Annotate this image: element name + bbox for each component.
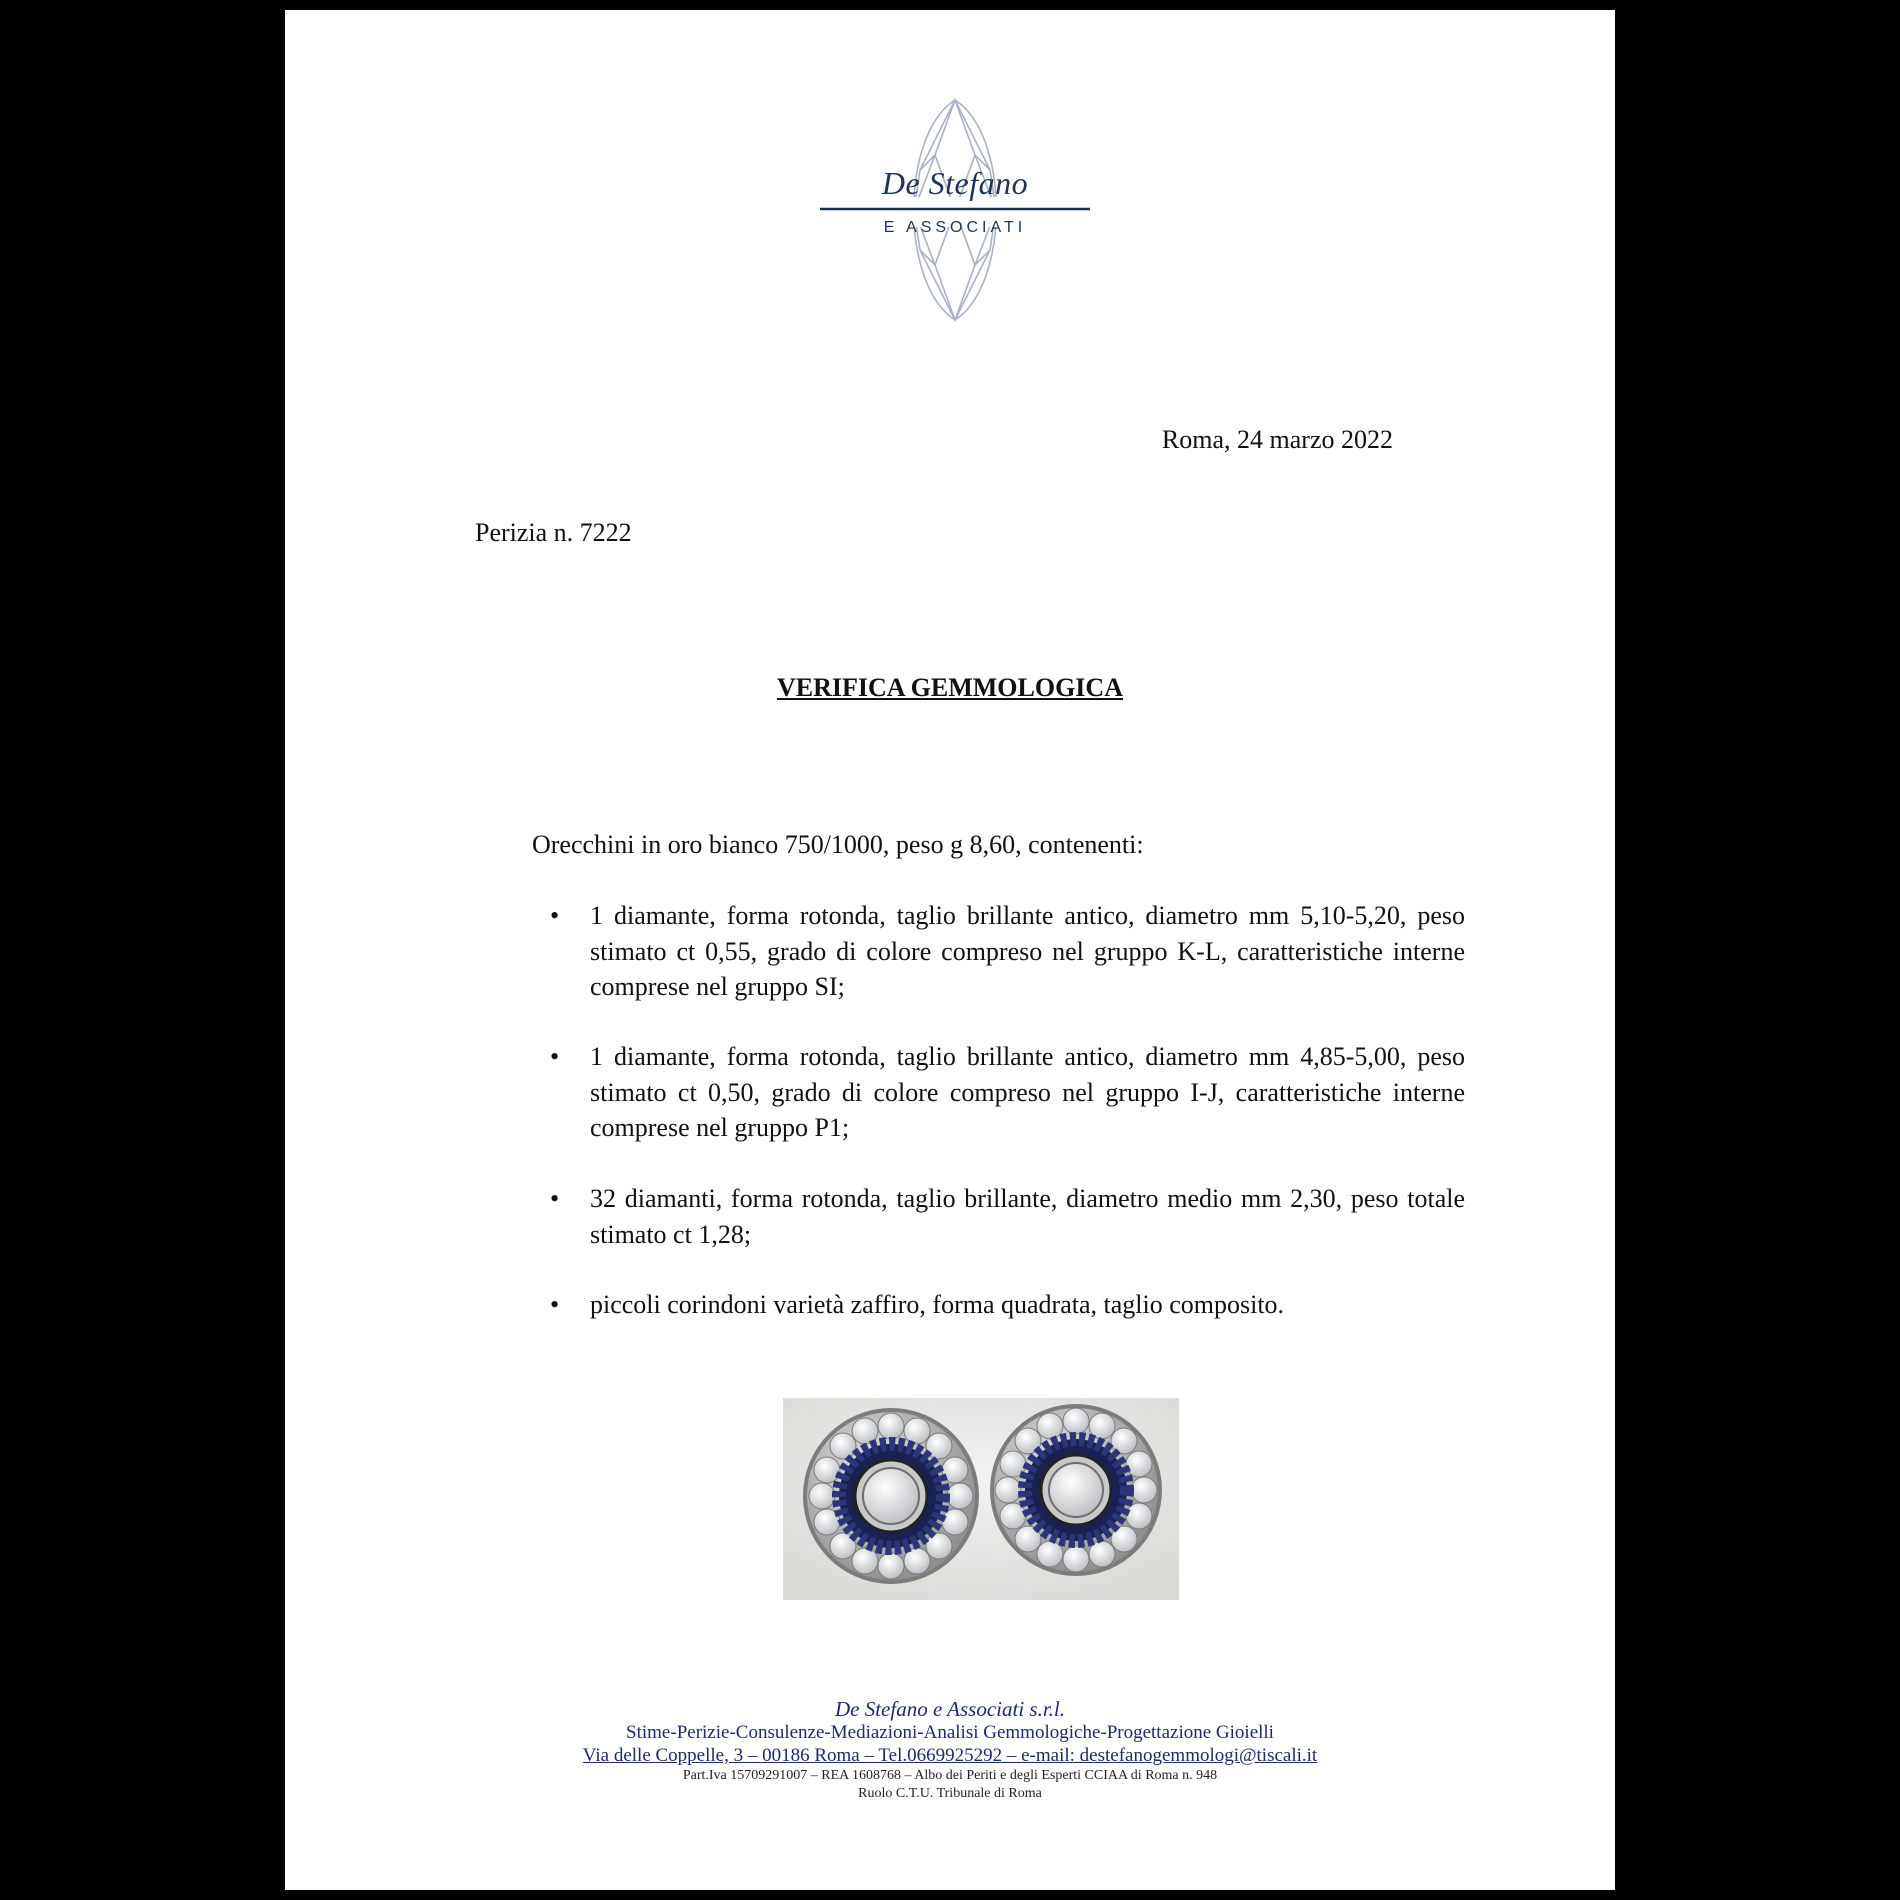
footer-ruolo: Ruolo C.T.U. Tribunale di Roma [858, 1786, 1042, 1801]
document-page [285, 10, 1615, 1890]
bullet-icon: • [550, 1290, 560, 1319]
right-earring [990, 1404, 1162, 1576]
footer-services: Stime-Perizie-Consulenze-Mediazioni-Analisi Gemmologiche-Progettazione Gioielli [626, 1722, 1274, 1743]
logo-name: De Stefano [881, 165, 1029, 201]
list-item-text: piccoli corindoni varietà zaffiro, forma quadrata, taglio composito. [590, 1290, 1285, 1319]
earrings-image [783, 1398, 1179, 1600]
list-item [550, 1039, 1465, 1181]
footer-legal: Part.Iva 15709291007 – REA 1608768 – Albo dei Periti e degli Esperti CCIAA di Roma n. 948 [682, 1768, 1218, 1783]
bullet-icon: • [550, 1042, 560, 1071]
earrings-photo [783, 1398, 1179, 1600]
bullet-icon: • [550, 1184, 560, 1213]
gem-list [550, 898, 1465, 1323]
report-number: Perizia n. 7222 [475, 518, 632, 547]
list-item-text: 1 diamante, forma rotonda, taglio brillante antico, diametro mm 4,85-5,00, peso stimato ct 0,50, grado di colore compreso nel gruppo I-J, caratteristiche interne comprese nel gruppo P1; [590, 1042, 1465, 1142]
list-item [550, 1287, 1465, 1323]
list-item-text: 1 diamante, forma rotonda, taglio brillante antico, diametro mm 5,10-5,20, peso stimato ct 0,55, grado di colore compreso nel gruppo K-L, caratteristiche interne comprese nel gruppo SI; [590, 901, 1465, 1001]
list-item [550, 898, 1465, 1039]
marquise-diamond-icon [820, 95, 1090, 325]
footer-address: Via delle Coppelle, 3 – 00186 Roma – Tel.0669925292 – e-mail: destefanogemmologi@tiscali.it [582, 1745, 1318, 1766]
bullet-icon: • [550, 901, 560, 930]
letterhead-footer [285, 1697, 1615, 1803]
list-item-text: 32 diamanti, forma rotonda, taglio brillante, diametro medio mm 2,30, peso totale stimato ct 1,28; [590, 1184, 1465, 1249]
document-date: Roma, 24 marzo 2022 [1161, 425, 1393, 454]
left-earring [803, 1408, 979, 1584]
list-item [550, 1181, 1465, 1287]
document-title: VERIFICA GEMMOLOGICA [777, 673, 1123, 702]
logo-subtitle: E ASSOCIATI [883, 219, 1027, 236]
company-logo [820, 95, 1090, 325]
footer-company: De Stefano e Associati s.r.l. [834, 1697, 1065, 1721]
intro-text: Orecchini in oro bianco 750/1000, peso g 8,60, contenenti: [532, 830, 1144, 859]
